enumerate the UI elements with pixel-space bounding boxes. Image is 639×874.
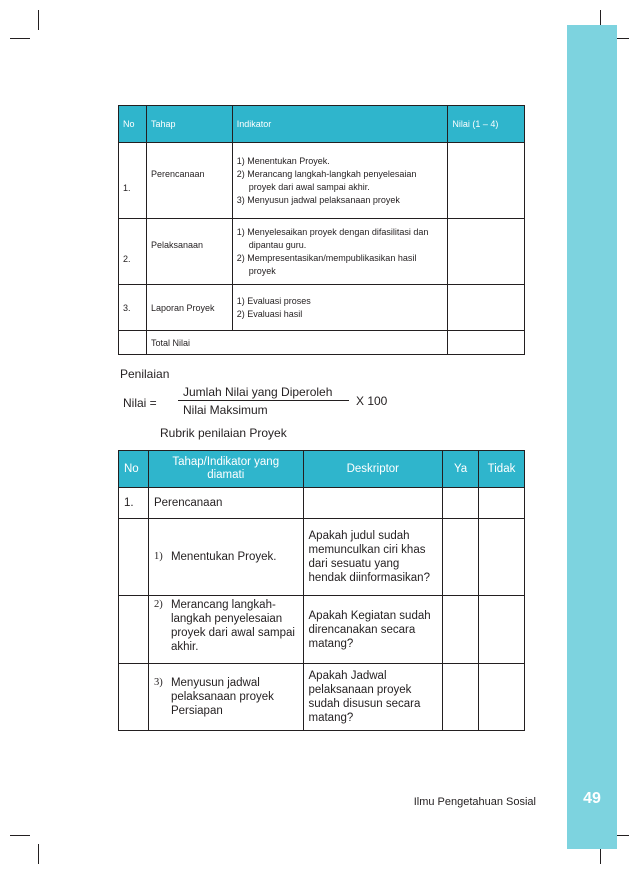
- header-indikator: Indikator: [232, 106, 448, 143]
- item-number: 2): [153, 599, 163, 610]
- indikator-text: Menyusun jadwal pelaksanaan proyek Persiapan: [170, 677, 274, 717]
- indikator-item: 1) Menentukan Proyek.: [236, 155, 330, 166]
- total-label: Total Nilai: [146, 331, 447, 355]
- table-row: [119, 664, 525, 731]
- table-header-row: [119, 451, 525, 488]
- ya-cell: [443, 488, 479, 519]
- footer-subject: Ilmu Pengetahuan Sosial: [413, 796, 536, 808]
- crop-mark: [38, 844, 39, 864]
- row-no: 3.: [119, 285, 147, 331]
- formula-numerator: Jumlah Nilai yang Diperoleh: [183, 385, 333, 399]
- descriptor-cell: Apakah Kegiatan sudah direncanakan secara matang?: [303, 596, 443, 664]
- rubric-table: [118, 450, 525, 731]
- table-header-row: [119, 106, 525, 143]
- phase-no: 1.: [119, 488, 149, 519]
- row-no: [119, 664, 149, 731]
- row-nilai: [448, 143, 525, 219]
- header-nilai: Nilai (1 – 4): [448, 106, 525, 143]
- crop-mark: [10, 835, 30, 836]
- fraction-line: [178, 400, 349, 401]
- indikator-text: Merancang langkah-langkah penyelesaian proyek dari awal sampai akhir.: [170, 599, 295, 653]
- ya-cell: [443, 519, 479, 596]
- ya-cell: [443, 596, 479, 664]
- header-tahap: Tahap/Indikator yang diamati: [148, 451, 303, 488]
- row-no: 1.: [119, 143, 147, 219]
- phase-label: Perencanaan: [148, 488, 303, 519]
- table-row: [119, 285, 525, 331]
- row-indikator: [148, 664, 303, 731]
- item-number: 3): [153, 677, 163, 688]
- indikator-item: 2) Evaluasi hasil: [236, 308, 303, 319]
- tidak-cell: [479, 488, 525, 519]
- row-tahap: Perencanaan: [146, 143, 232, 219]
- indikator-item: 2) Mempresentasikan/mempublikasikan hasil proyek: [236, 252, 417, 276]
- table-row: [119, 596, 525, 664]
- table-row: [119, 143, 525, 219]
- indikator-item: 2) Merancang langkah-langkah penyelesaian proyek dari awal sampai akhir.: [236, 168, 417, 192]
- row-tahap: Laporan Proyek: [146, 285, 232, 331]
- crop-mark: [38, 10, 39, 30]
- descriptor-cell: Apakah Jadwal pelaksanaan proyek sudah disusun secara matang?: [303, 664, 443, 731]
- descriptor-cell: [303, 488, 443, 519]
- project-assessment-table: [118, 105, 525, 355]
- header-no: No: [119, 451, 149, 488]
- total-value: [448, 331, 525, 355]
- page-number: 49: [583, 790, 601, 807]
- row-no: [119, 519, 149, 596]
- indikator-item: 1) Menyelesaikan proyek dengan difasilitasi dan dipantau guru.: [236, 226, 429, 250]
- indikator-item: 1) Evaluasi proses: [236, 295, 311, 306]
- indikator-item: 3) Menyusun jadwal pelaksanaan proyek: [236, 194, 400, 205]
- row-indikator: [148, 519, 303, 596]
- table-row: [119, 488, 525, 519]
- row-indikator: [232, 219, 448, 285]
- formula-multiplier: X 100: [356, 394, 388, 408]
- header-ya: Ya: [443, 451, 479, 488]
- row-tahap: Pelaksanaan: [146, 219, 232, 285]
- table-row: [119, 519, 525, 596]
- row-no: 2.: [119, 219, 147, 285]
- header-deskriptor: Deskriptor: [303, 451, 443, 488]
- section-title: Penilaian: [120, 367, 170, 381]
- table-row: [119, 219, 525, 285]
- tidak-cell: [479, 519, 525, 596]
- row-nilai: [448, 219, 525, 285]
- side-color-band: [567, 25, 617, 849]
- header-tahap: Tahap: [146, 106, 232, 143]
- descriptor-cell: Apakah judul sudah memunculkan ciri khas dari sesuatu yang hendak diinformasikan?: [303, 519, 443, 596]
- row-indikator: [232, 143, 448, 219]
- tidak-cell: [479, 664, 525, 731]
- row-indikator: [148, 596, 303, 664]
- header-no: No: [119, 106, 147, 143]
- row-no: [119, 596, 149, 664]
- crop-mark: [10, 38, 30, 39]
- total-no: [119, 331, 147, 355]
- rubric-title: Rubrik penilaian Proyek: [160, 426, 287, 440]
- item-number: 1): [153, 551, 163, 562]
- indikator-text: Menentukan Proyek.: [170, 551, 277, 563]
- ya-cell: [443, 664, 479, 731]
- row-indikator: [232, 285, 448, 331]
- formula-label: Nilai =: [123, 396, 157, 410]
- tidak-cell: [479, 596, 525, 664]
- total-row: [119, 331, 525, 355]
- formula-denominator: Nilai Maksimum: [183, 403, 268, 417]
- row-nilai: [448, 285, 525, 331]
- header-tidak: Tidak: [479, 451, 525, 488]
